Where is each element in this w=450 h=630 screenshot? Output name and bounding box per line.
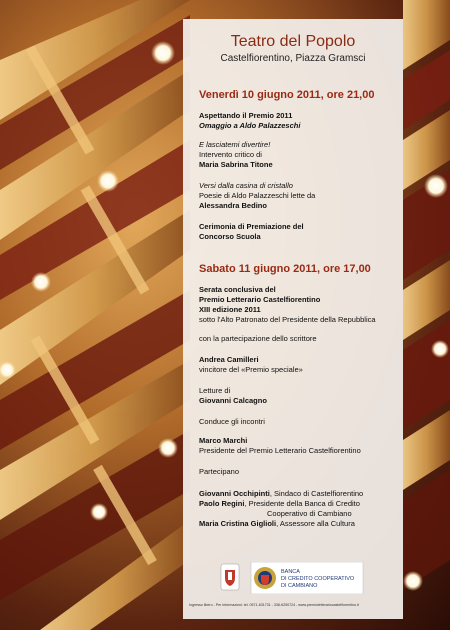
- day2-partecipazione: con la partecipazione dello scrittore: [199, 334, 317, 343]
- participant-1-name: Giovanni Occhipinti: [199, 489, 270, 498]
- participant-3-desc: , Assessore alla Cultura: [276, 519, 355, 528]
- day2-conduce: Conduce gli incontri: [199, 417, 265, 426]
- participant-1: [199, 489, 395, 499]
- day2-s-line2: Premio Letterario Castelfiorentino: [199, 295, 321, 304]
- bank-line1: BANCA: [281, 569, 300, 575]
- day2-camilleri-desc: vincitore del «Premio speciale»: [199, 365, 303, 374]
- day2-partecipano: Partecipano: [199, 467, 240, 476]
- day2-marchi: Marco Marchi: [199, 436, 248, 445]
- day1-item3-line2: Poesie di Aldo Palazzeschi lette da: [199, 191, 316, 200]
- municipality-crest-icon: [221, 564, 239, 590]
- day1-item2-line2: Intervento critico di: [199, 150, 262, 159]
- day2-s-line4: sotto l'Alto Patronato del Presidente della Repubblica: [199, 315, 376, 324]
- footer-info: Ingresso libero - Per informazioni: tel. 0571-631731 - 338-6250724 - www.premioletterariocastelfiorentino.it: [189, 603, 359, 607]
- day2-date: Sabato 11 giugno 2011, ore 17,00: [199, 263, 371, 275]
- participant-1-desc: , Sindaco di Castelfiorentino: [269, 489, 364, 498]
- day2-letture: Letture di: [199, 386, 231, 395]
- day2-s-line1: Serata conclusiva del: [199, 285, 276, 294]
- participant-2-desc2: Cooperativo di Cambiano: [267, 509, 352, 518]
- sponsor-logos: [219, 562, 365, 594]
- day1-item1-line1: Aspettando il Premio 2011: [199, 111, 293, 120]
- participant-2-desc: , Presidente della Banca di Credito: [244, 499, 360, 508]
- venue-subtitle: Castelfiorentino, Piazza Gramsci: [220, 53, 366, 64]
- bank-line3: DI CAMBIANO: [281, 583, 318, 589]
- day1-date: Venerdì 10 giugno 2011, ore 21,00: [199, 89, 375, 101]
- day1-item4-line2: Concorso Scuola: [199, 232, 261, 241]
- day2-s-line3: XIII edizione 2011: [199, 305, 261, 314]
- day1-item2-line1: E lasciatemi divertire!: [199, 140, 271, 149]
- day1-item1-line2: Omaggio a Aldo Palazzeschi: [199, 121, 301, 130]
- day1-item3-line1: Versi dalla casina di cristallo: [199, 181, 293, 190]
- venue-title: Teatro del Popolo: [230, 33, 356, 50]
- day1-item4-line1: Cerimonia di Premiazione del: [199, 222, 304, 231]
- day2-camilleri: Andrea Camilleri: [199, 355, 259, 364]
- participant-3-name: Maria Cristina Giglioli: [199, 519, 277, 528]
- day2-calcagno: Giovanni Calcagno: [199, 396, 267, 405]
- day1-item3-line3: Alessandra Bedino: [199, 201, 267, 210]
- day1-item2-line3: Maria Sabrina Titone: [199, 160, 273, 169]
- participant-3: [199, 519, 395, 529]
- participant-2: [199, 499, 395, 509]
- program-panel: [183, 19, 403, 619]
- bank-line2: DI CREDITO COOPERATIVO: [281, 576, 355, 582]
- day2-marchi-desc: Presidente del Premio Letterario Castelfiorentino: [199, 446, 361, 455]
- participant-2-name: Paolo Regini: [199, 499, 245, 508]
